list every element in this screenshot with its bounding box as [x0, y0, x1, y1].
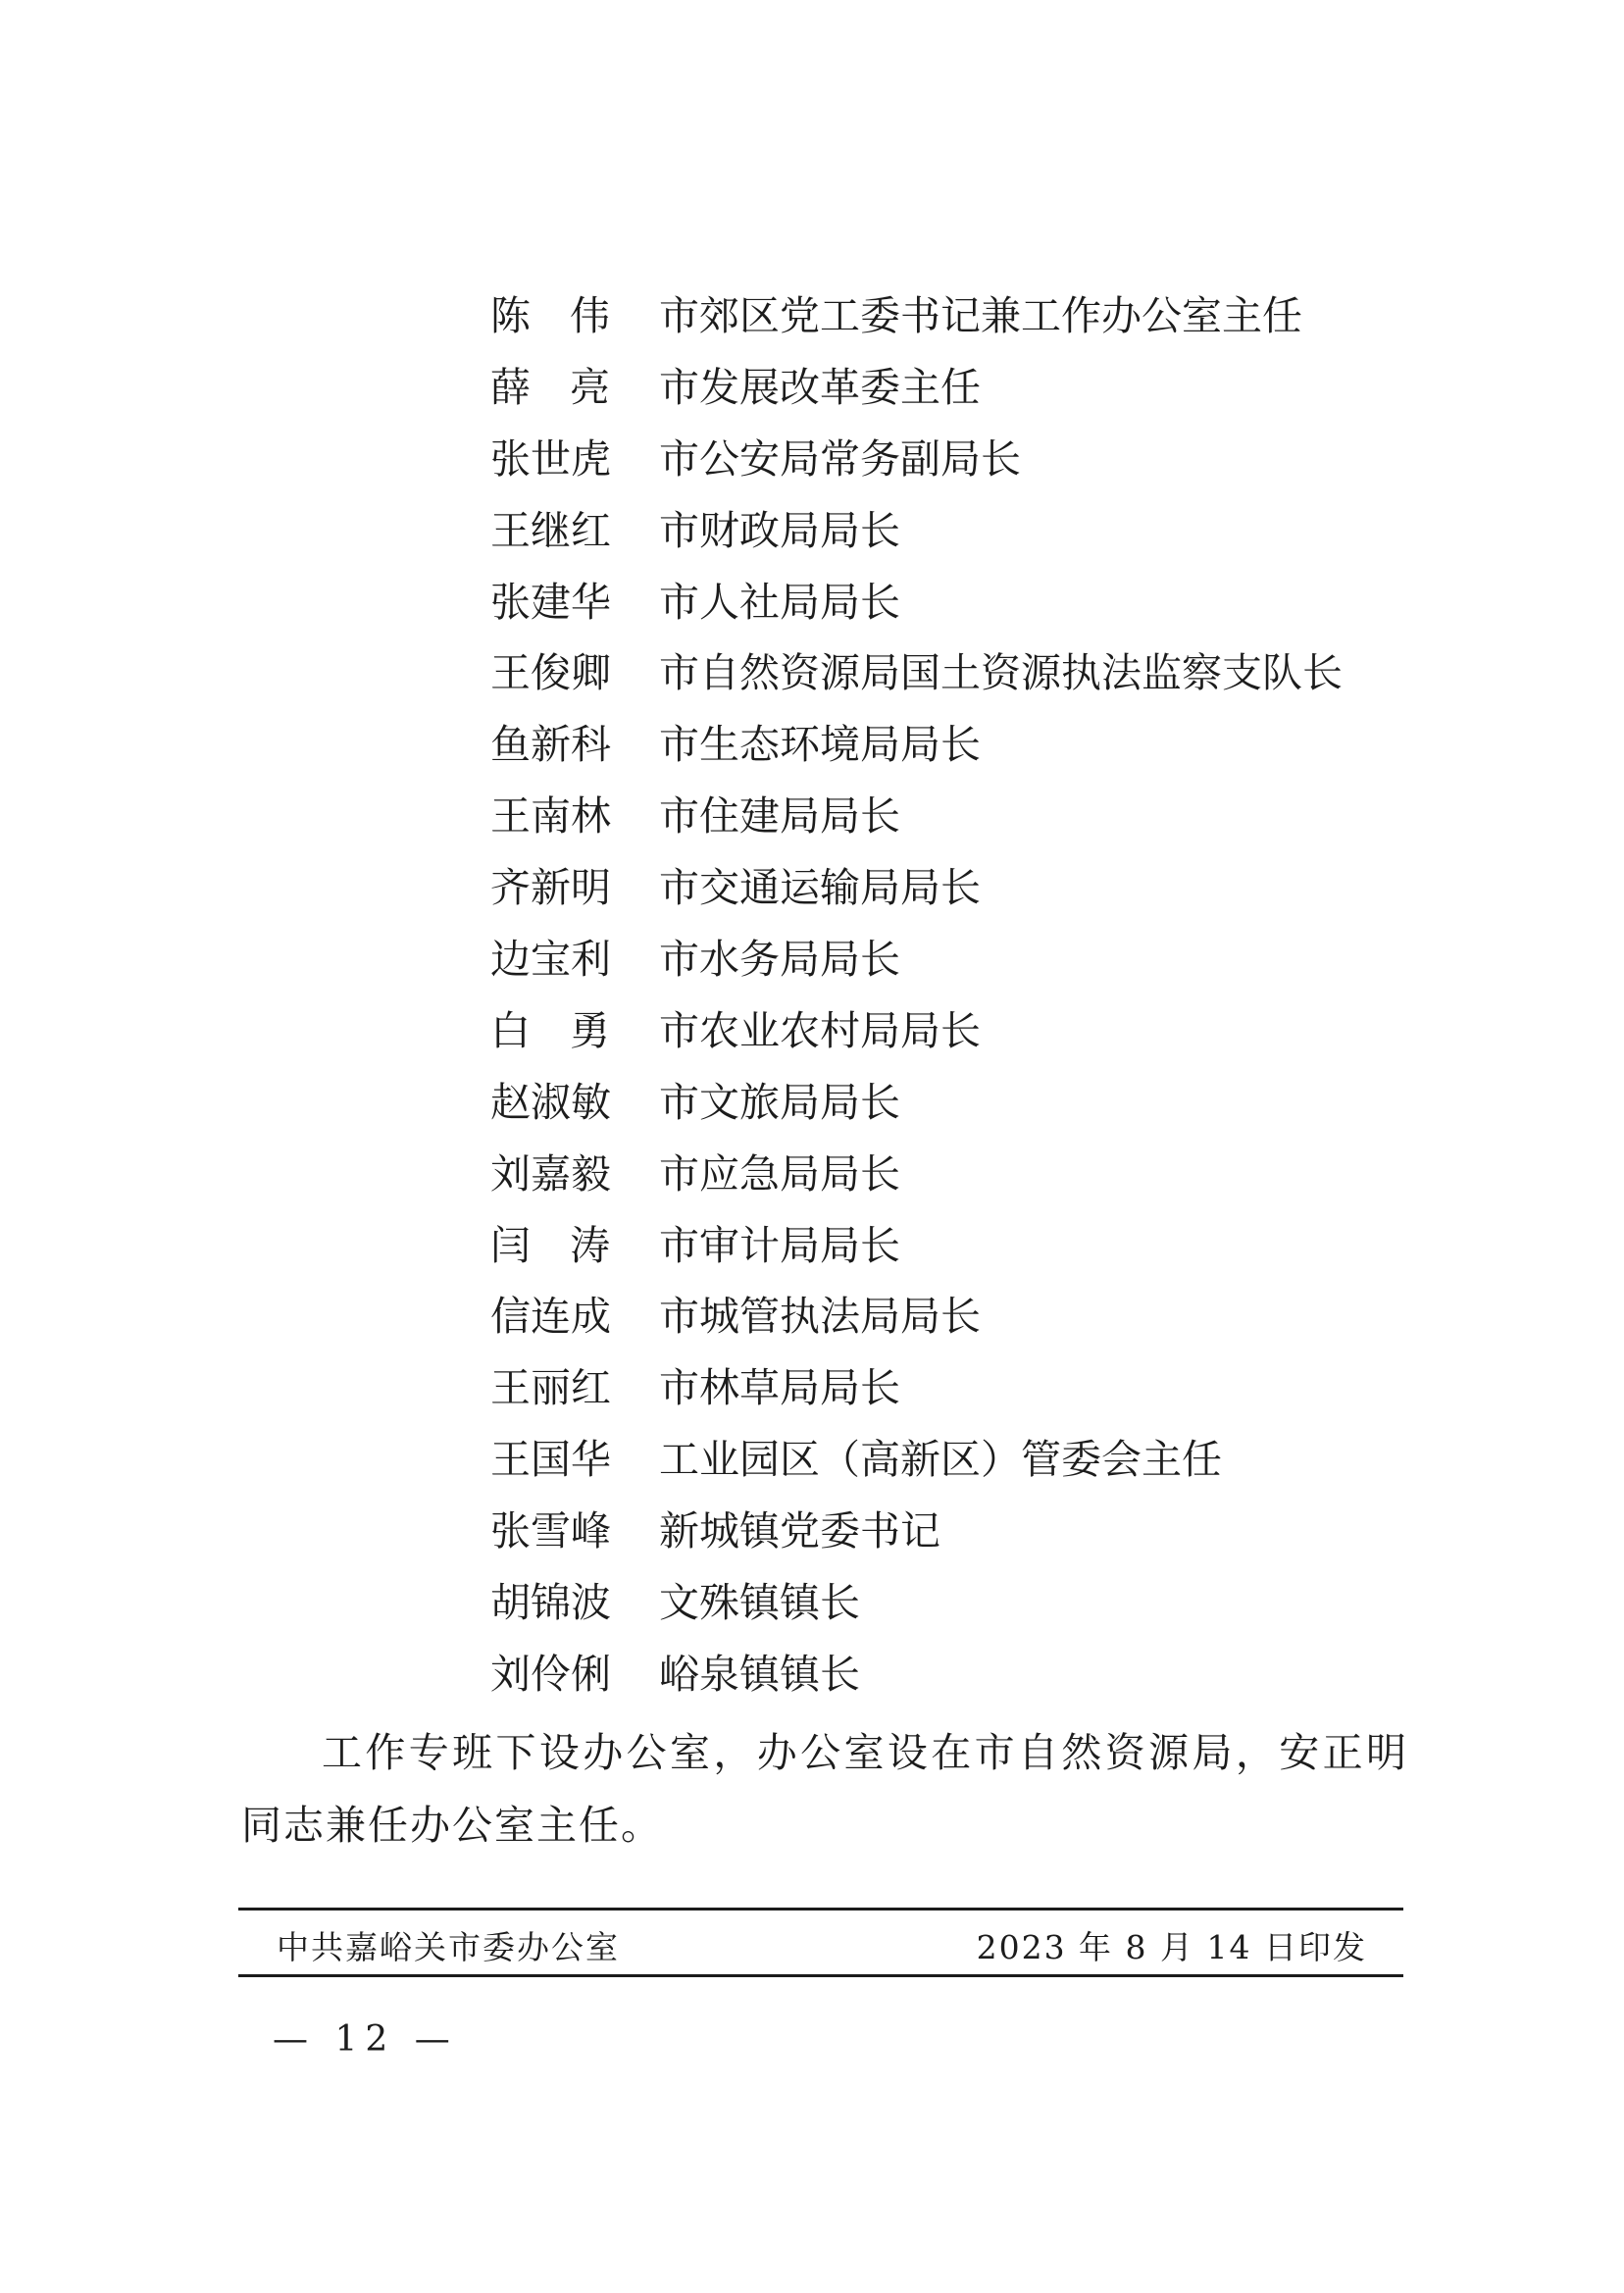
- member-role: 市郊区党工委书记兼工作办公室主任: [659, 292, 1302, 339]
- member-role: 市发展改革委主任: [659, 363, 981, 411]
- member-row: [490, 866, 1471, 938]
- member-row: [490, 1650, 1471, 1724]
- member-role: 市自然资源局国土资源执法监察支队长: [659, 649, 1343, 697]
- member-row: [490, 938, 1471, 1009]
- member-name: 信连成: [490, 1293, 611, 1341]
- member-row: [490, 363, 1471, 437]
- issue-date: 2023 年 8 月 14 日印发: [976, 1928, 1367, 1966]
- member-name: 刘伶俐: [490, 1650, 611, 1698]
- member-name: 王南林: [490, 792, 611, 841]
- member-name: 白勇: [490, 1006, 610, 1054]
- member-name: 刘嘉毅: [490, 1149, 611, 1197]
- member-name: 胡锦波: [490, 1579, 611, 1627]
- member-role: 市审计局局长: [659, 1221, 900, 1269]
- page-number: — 12 —: [273, 2019, 458, 2060]
- member-name: 张建华: [490, 578, 611, 626]
- member-role: 工业园区（高新区）管委会主任: [659, 1436, 1222, 1484]
- member-role: 市农业农村局局长: [659, 1006, 981, 1054]
- member-name: 王丽红: [490, 1364, 611, 1412]
- member-role: 市应急局局长: [659, 1149, 900, 1197]
- member-role: 新城镇党委书记: [659, 1507, 940, 1555]
- member-name: 王国华: [490, 1436, 611, 1484]
- member-name: 齐新明: [490, 864, 611, 912]
- member-row: [490, 1581, 1471, 1653]
- issuing-organization: 中共嘉峪关市委办公室: [277, 1928, 620, 1966]
- member-role: 市水务局局长: [659, 936, 900, 984]
- member-name: 张雪峰: [490, 1507, 611, 1555]
- member-row: [490, 1221, 1471, 1296]
- member-name: 王俊卿: [490, 649, 611, 697]
- member-name: 闫涛: [490, 1221, 610, 1269]
- footer-bottom-rule: [238, 1974, 1403, 1977]
- member-role: 市城管执法局局长: [659, 1293, 981, 1341]
- member-row: [490, 1295, 1471, 1366]
- member-name: 王继红: [490, 506, 611, 554]
- member-row: [490, 1078, 1471, 1152]
- member-row: [490, 506, 1471, 581]
- member-role: 峪泉镇镇长: [659, 1650, 860, 1698]
- member-row: [490, 794, 1471, 866]
- member-row: [490, 651, 1471, 723]
- member-row: [490, 294, 1471, 366]
- member-row: [490, 723, 1471, 794]
- member-role: 市人社局局长: [659, 578, 900, 626]
- member-role: 市文旅局局长: [659, 1078, 900, 1126]
- member-role: 市林草局局长: [659, 1364, 900, 1412]
- member-row: [490, 1438, 1471, 1509]
- member-row: [490, 1509, 1471, 1581]
- footer-top-rule: [238, 1908, 1403, 1911]
- member-row: [490, 434, 1471, 509]
- member-role: 市生态环境局局长: [659, 721, 981, 769]
- member-row: [490, 578, 1471, 652]
- member-row: [490, 1149, 1471, 1224]
- member-role: 市公安局常务副局长: [659, 434, 1021, 483]
- member-name: 张世虎: [490, 434, 611, 483]
- office-paragraph: 工作专班下设办公室，办公室设在市自然资源局，安正明同志兼任办公室主任。: [241, 1729, 1408, 1849]
- member-role: 市财政局局长: [659, 506, 900, 554]
- member-role: 市住建局局长: [659, 792, 900, 841]
- member-list: [490, 294, 1471, 1724]
- member-name: 陈伟: [490, 292, 610, 339]
- member-name: 边宝利: [490, 936, 611, 984]
- member-row: [490, 1006, 1471, 1081]
- member-role: 市交通运输局局长: [659, 864, 981, 912]
- member-row: [490, 1366, 1471, 1438]
- member-name: 赵淑敏: [490, 1078, 611, 1126]
- member-role: 文殊镇镇长: [659, 1579, 860, 1627]
- member-name: 薛亮: [490, 363, 610, 411]
- member-name: 鱼新科: [490, 721, 611, 769]
